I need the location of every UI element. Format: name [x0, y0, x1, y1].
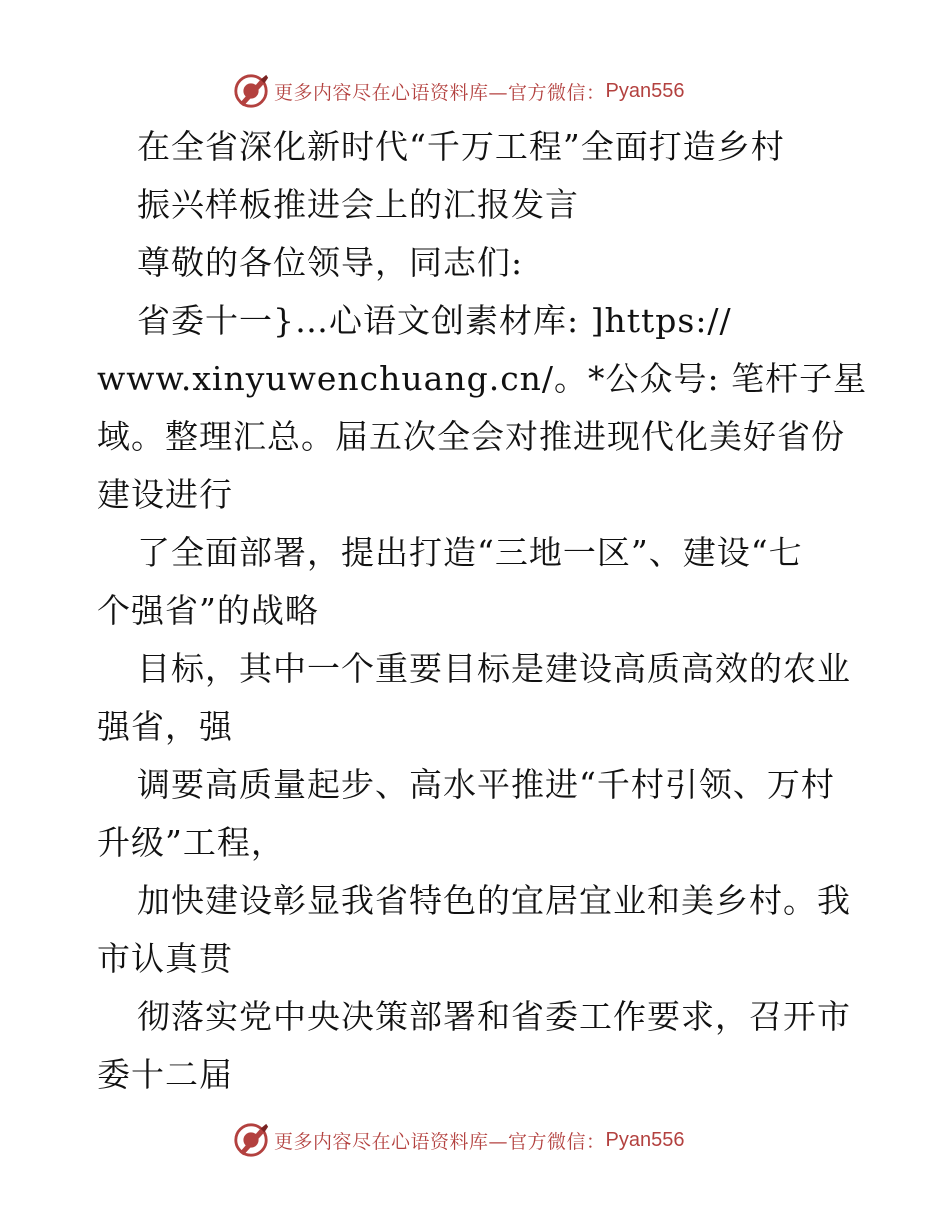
doc-line: 委十二届 [97, 1055, 233, 1094]
doc-line: 在全省深化新时代“千万工程”全面打造乡村 [137, 127, 785, 166]
doc-line: 个强省”的战略 [97, 591, 319, 630]
footer-wechat-id: Pyan556 [605, 1128, 685, 1151]
doc-line: 升级”工程， [97, 823, 285, 862]
doc-line: 调要高质量起步、高水平推进“千村引领、万村 [137, 765, 835, 804]
footer-brand-text: 更多内容尽在心语资料库—官方微信： [274, 1130, 606, 1153]
doc-line: 目标，其中一个重要目标是建设高质高效的农业 [137, 649, 851, 688]
doc-line: www.xinyuwenchuang.cn/。*公众号: 笔杆子星 [97, 359, 868, 398]
doc-line: 振兴样板推进会上的汇报发言 [137, 185, 579, 224]
doc-line: 建设进行 [97, 475, 233, 514]
document-body [97, 118, 868, 1104]
header-brand-text: 更多内容尽在心语资料库—官方微信： [274, 81, 606, 104]
footer-banner [232, 1120, 684, 1160]
doc-line: 了全面部署，提出打造“三地一区”、建设“七 [137, 533, 803, 572]
doc-line: 域。整理汇总。届五次全会对推进现代化美好省份 [97, 417, 845, 456]
doc-line: 省委十一}…心语文创素材库: ]https:// [137, 301, 732, 340]
doc-line: 强省，强 [97, 707, 233, 746]
doc-line: 尊敬的各位领导，同志们: [137, 243, 524, 282]
doc-line: 彻落实党中央决策部署和省委工作要求，召开市 [137, 997, 851, 1036]
header-banner [232, 71, 684, 111]
pen-logo-icon [232, 1121, 270, 1159]
doc-line: 市认真贯 [97, 939, 233, 978]
doc-line: 加快建设彰显我省特色的宜居宜业和美乡村。我 [137, 881, 851, 920]
pen-logo-icon [232, 72, 270, 110]
header-wechat-id: Pyan556 [605, 79, 685, 102]
